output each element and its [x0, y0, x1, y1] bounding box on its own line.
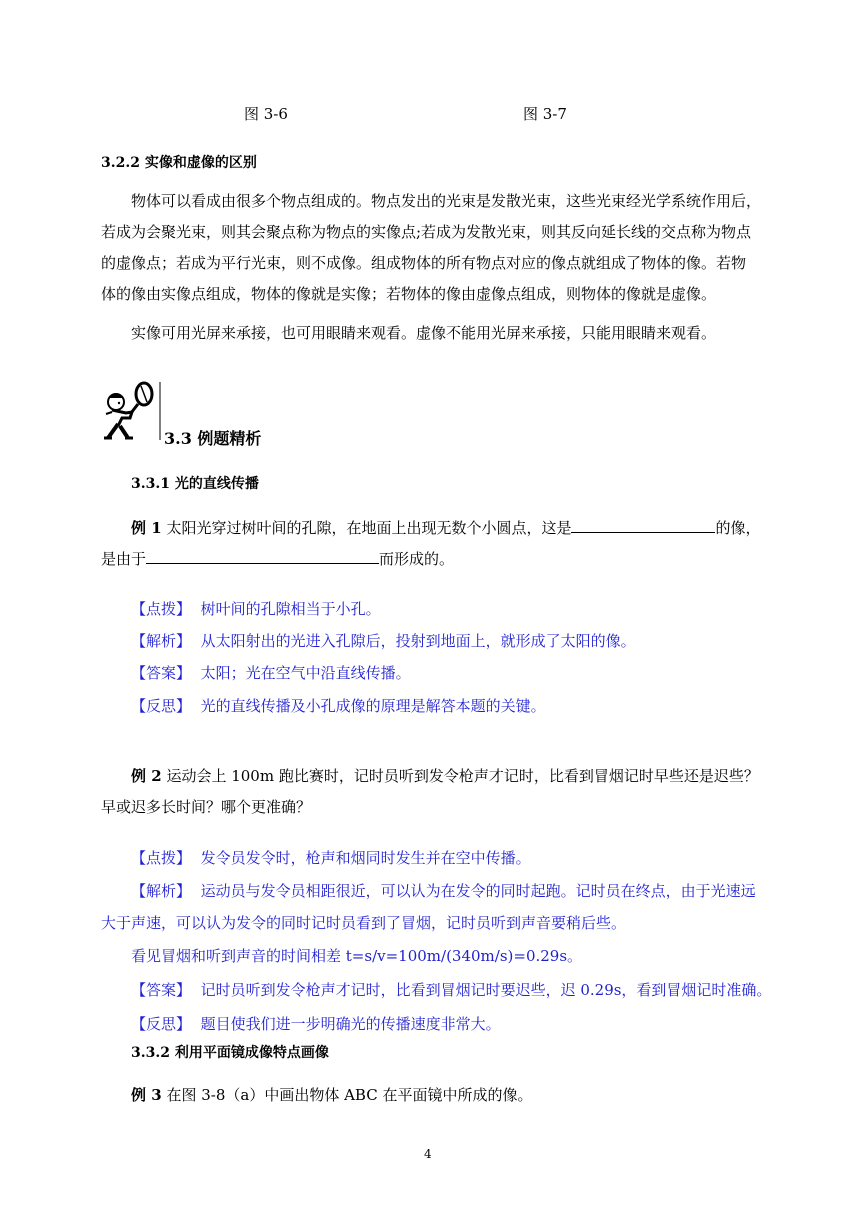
section-heading-3-3-1: 3.3.1 光的直线传播 [131, 476, 259, 492]
question-text: 的像， [715, 519, 761, 537]
example-2-answer [131, 979, 771, 1000]
example-2-hint [131, 847, 531, 868]
example-label: 例 3 [131, 1086, 162, 1104]
question-text: 运动会上 100m 跑比赛时，记时员听到发令枪声才记时，比看到冒烟记时早些还是迟些？ [166, 767, 759, 785]
example-label: 例 2 [131, 767, 162, 785]
analysis-tag: 【解析】 [131, 632, 192, 650]
paragraph-real-virtual-image [101, 186, 761, 310]
figure-caption-3-7: 图 3-7 [523, 105, 567, 123]
analysis-text: 运动员与发令员相距很近，可以认为在发令的同时起跑。记时员在终点，由于光速远 [200, 882, 756, 900]
example-1-question-line-1 [131, 516, 760, 538]
figure-caption-3-6: 图 3-6 [244, 105, 288, 123]
section-heading-3-3-2: 3.3.2 利用平面镜成像特点画像 [131, 1045, 329, 1061]
analysis-text: 从太阳射出的光进入孔隙后，投射到地面上，就形成了太阳的像。 [200, 632, 636, 650]
example-2-analysis-line-2: 大于声速，可以认为发令的同时记时员看到了冒烟，记时员听到声音要稍后些。 [101, 914, 627, 932]
question-text: 而形成的。 [379, 550, 455, 568]
answer-tag: 【答案】 [131, 664, 192, 682]
section-heading-3-2-2: 3.2.2 实像和虚像的区别 [101, 155, 257, 171]
example-label: 例 1 [131, 519, 162, 537]
reflection-tag: 【反思】 [131, 697, 192, 715]
paragraph-line: 物体可以看成由很多个物点组成的。物点发出的光束是发散光束，这些光束经光学系统作用后， [131, 192, 762, 210]
example-1-reflection [131, 695, 546, 716]
example-3-question [131, 1084, 532, 1105]
question-text: 是由于 [101, 550, 147, 568]
example-1-question-line-2 [101, 547, 454, 569]
paragraph-line: 体的像由实像点组成，物体的像就是实像；若物体的像由虚像点组成，则物体的像就是虚像。 [101, 285, 717, 303]
reflection-tag: 【反思】 [131, 1015, 192, 1033]
answer-text: 记时员听到发令枪声才记时，比看到冒烟记时要迟些，迟 0.29s，看到冒烟记时准确。 [200, 981, 772, 999]
hint-text: 树叶间的孔隙相当于小孔。 [200, 600, 381, 618]
question-text: 太阳光穿过树叶间的孔隙，在地面上出现无数个小圆点，这是 [166, 519, 572, 537]
example-2-analysis-line-1 [131, 880, 756, 901]
paragraph-observation: 实像可用光屏来承接，也可用眼睛来观看。虚像不能用光屏来承接，只能用眼睛来观看。 [131, 324, 717, 342]
reflection-text: 光的直线传播及小孔成像的原理是解答本题的关键。 [200, 697, 546, 715]
answer-blank [146, 547, 379, 564]
question-text: 在图 3-8（a）中画出物体 ABC 在平面镜中所成的像。 [166, 1086, 533, 1104]
answer-tag: 【答案】 [131, 981, 192, 999]
figure-with-magnifier-icon [98, 380, 164, 442]
example-2-analysis-line-3: 看见冒烟和听到声音的时间相差 t=s/v=100m/(340m/s)=0.29s。 [131, 947, 583, 965]
example-2-reflection [131, 1013, 501, 1034]
example-2-question-line-2: 早或迟多长时间？哪个更准确？ [101, 798, 312, 816]
example-1-answer [131, 662, 411, 683]
section-heading-3-3: 3.3 例题精析 [164, 429, 262, 448]
page-number: 4 [424, 1147, 432, 1161]
example-1-analysis [131, 630, 636, 651]
example-2-question-line-1 [131, 765, 759, 786]
paragraph-line: 的虚像点；若成为平行光束，则不成像。组成物体的所有物点对应的像点就组成了物体的像。若物 [101, 254, 747, 272]
hint-tag: 【点拨】 [131, 600, 192, 618]
hint-text: 发令员发令时，枪声和烟同时发生并在空中传播。 [200, 849, 531, 867]
reflection-text: 题目使我们进一步明确光的传播速度非常大。 [200, 1015, 501, 1033]
answer-blank [571, 516, 715, 533]
paragraph-line: 若成为会聚光束，则其会聚点称为物点的实像点;若成为发散光束，则其反向延长线的交点称为物点 [101, 223, 752, 241]
example-1-hint [131, 598, 381, 619]
hint-tag: 【点拨】 [131, 849, 192, 867]
analysis-tag: 【解析】 [131, 882, 192, 900]
answer-text: 太阳；光在空气中沿直线传播。 [200, 664, 411, 682]
